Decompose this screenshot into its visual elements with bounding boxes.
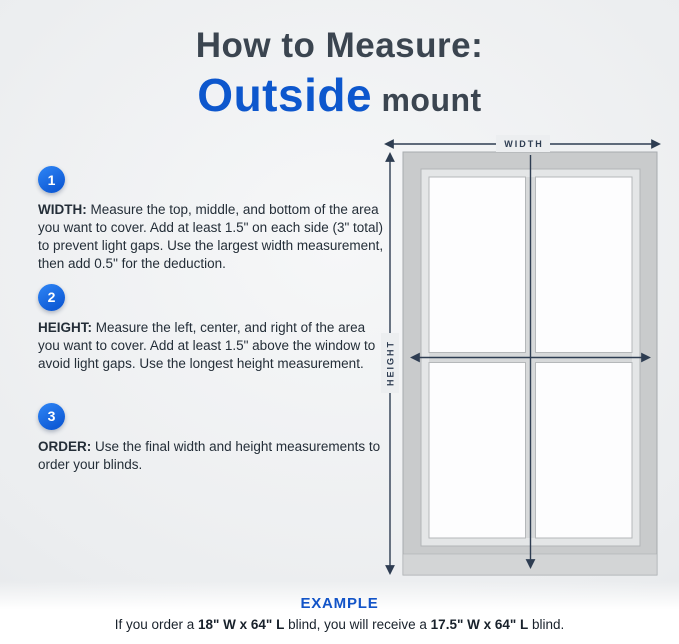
example-prefix: If you order a (114, 617, 198, 632)
step-width (38, 166, 386, 273)
window-diagram (372, 126, 672, 590)
step-1-body: Measure the top, middle, and bottom of the area you want to cover. Add at least 1.5" on each side (3" total) to prevent light gaps. Use the largest width measurement, then add 0.5" for the deduction. (38, 202, 384, 271)
title-rest-word: mount (372, 82, 482, 118)
step-2-badge: 2 (38, 284, 65, 311)
example-suffix: blind. (528, 617, 565, 632)
page-title (0, 26, 679, 122)
steps-list (38, 166, 386, 485)
title-line2 (0, 68, 679, 122)
width-label: WIDTH (504, 139, 544, 149)
height-label: HEIGHT (385, 339, 396, 387)
step-3-body: Use the final width and height measurements to order your blinds. (38, 438, 381, 472)
step-3-badge: 3 (38, 403, 65, 430)
example-middle: blind, you will receive a (284, 617, 431, 632)
height-measure (381, 154, 399, 573)
example-size-received: 17.5" W x 64" L (430, 617, 529, 632)
title-accent-word: Outside (197, 69, 373, 121)
step-2-body: Measure the left, center, and right of the area you want to cover. Add at least 1.5" above the window to avoid light gaps. Use the longest height measurement. (38, 319, 376, 371)
step-2-text (38, 319, 386, 373)
example-heading: EXAMPLE (300, 595, 379, 612)
step-1-text (38, 201, 386, 273)
step-2-label: HEIGHT: (38, 319, 92, 335)
step-height (38, 284, 386, 373)
example-size-ordered: 18" W x 64" L (198, 617, 285, 632)
example-footer (0, 581, 679, 644)
step-1-label: WIDTH: (38, 202, 87, 217)
width-measure (386, 135, 659, 152)
title-line1: How to Measure: (195, 26, 484, 65)
window-illustration (372, 126, 672, 590)
step-3-text (38, 438, 386, 474)
step-order (38, 403, 386, 474)
step-1-badge: 1 (38, 166, 65, 193)
example-text (0, 617, 679, 632)
step-3-label: ORDER: (38, 438, 92, 454)
